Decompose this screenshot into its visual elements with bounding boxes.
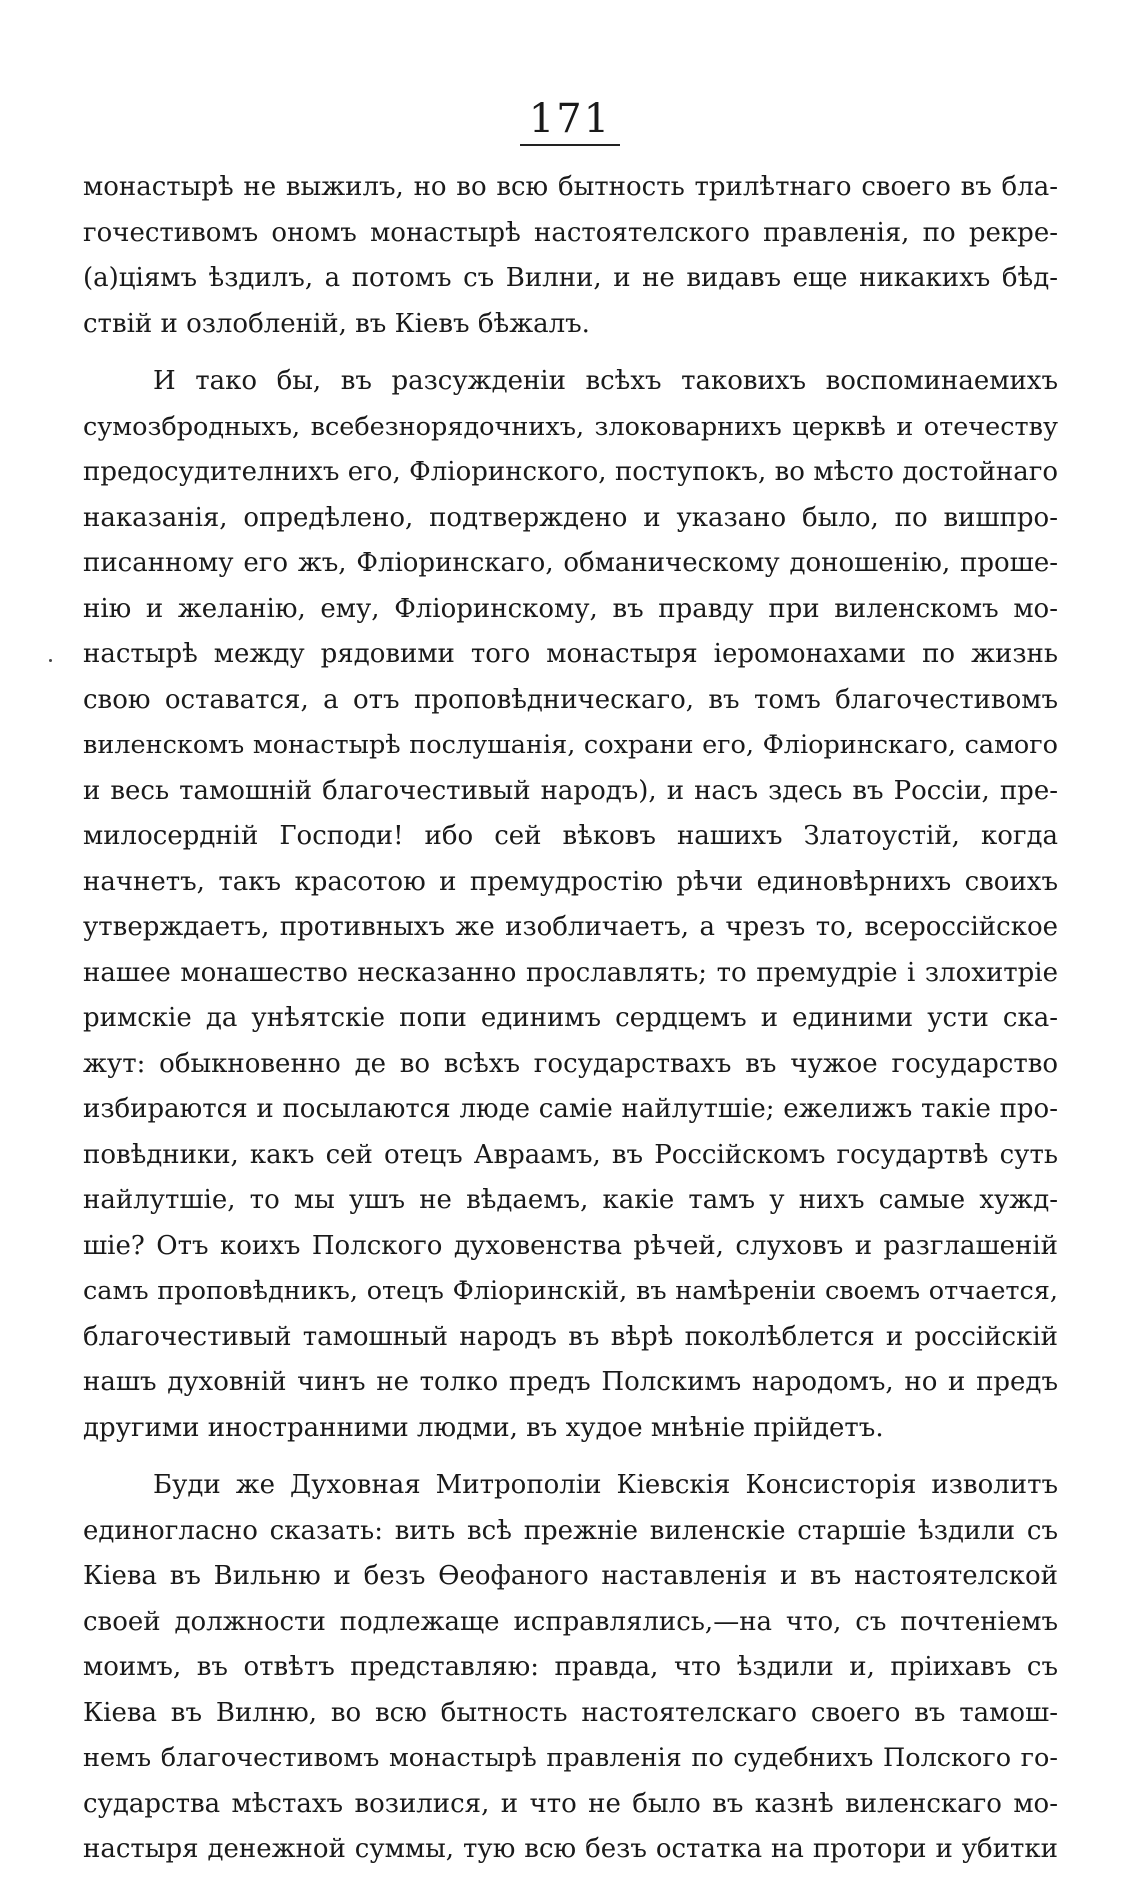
paragraph-3 <box>83 1463 1058 1873</box>
text-line: немъ благочестивомъ монастырѣ правленія по судебнихъ Полского го- <box>83 1743 1058 1773</box>
text-line: самъ проповѣдникъ, отецъ Фліоринскій, въ намѣреніи своемъ отчается, <box>83 1276 1058 1306</box>
text-line: свою оставатся, а отъ проповѣдническаго, въ томъ благочестивомъ <box>83 684 1058 715</box>
text-line: нію и желанію, ему, Фліоринскому, въ правду при виленскомъ мо- <box>83 593 1058 624</box>
text-line: (а)ціямъ ѣздилъ, а потомъ съ Вилни, и не видавъ еще никакихъ бѣд- <box>83 263 1058 293</box>
text-line: сударства мѣстахъ возилися, и что не было въ казнѣ виленскаго мо- <box>83 1788 1058 1819</box>
page-number: 171 <box>528 96 612 142</box>
text-line: избираются и посылаются люде саміе найлутшіе; ежелижъ такіе про- <box>83 1094 1058 1124</box>
body-text <box>83 165 1058 1873</box>
text-line: писанному его жъ, Фліоринскаго, обманическому доношенію, проше- <box>83 548 1058 578</box>
page-number-underline <box>520 144 620 146</box>
text-line: Кіева въ Вилню, во всю бытность настоятелскаго своего въ тамош- <box>83 1697 1058 1728</box>
text-line: милосердній Господи! ибо сей вѣковъ нашихъ Златоустій, когда <box>83 821 1058 851</box>
text-line: римскіе да унѣятскіе попи единимъ сердцемъ и единими усти ска- <box>83 1003 1058 1033</box>
text-line: настырѣ между рядовими того монастыря іеромонахами по жизнь <box>83 639 1058 669</box>
paragraph-1 <box>83 165 1058 347</box>
text-line: нашее монашество несказанно прославлять; то премудріе і злохитріе <box>83 957 1058 988</box>
text-line: своей должности подлежаще исправлялись,—на что, съ почтеніемъ <box>83 1606 1058 1637</box>
text-line: ствій и озлобленій, въ Кіевъ бѣжалъ. <box>83 308 590 339</box>
text-line: монастырѣ не выжилъ, но во всю бытность трилѣтнаго своего въ бла- <box>83 172 1058 202</box>
text-line: нашъ духовній чинъ не толко предъ Полскимъ народомъ, но и предъ <box>83 1367 1058 1397</box>
text-line: настыря денежной суммы, тую всю безъ остатка на протори и убитки <box>83 1834 1058 1864</box>
text-line: и весь тамошній благочестивый народъ), и насъ здесь въ Россіи, пре- <box>83 775 1058 806</box>
text-line: Буди же Духовная Митрополіи Кіевскія Консисторія изволитъ <box>153 1470 1058 1500</box>
text-line: моимъ, въ отвѣтъ представляю: правда, что ѣздили и, пріихавъ съ <box>83 1652 1058 1682</box>
text-line: сумозбродныхъ, всебезнорядочнихъ, злоковарнихъ церквѣ и отечеству <box>83 411 1058 442</box>
text-line: гочестивомъ ономъ монастырѣ настоятелского правленія, по рекре- <box>83 217 1058 248</box>
text-line: предосудителнихъ его, Фліоринского, поступокъ, во мѣсто достойнаго <box>83 457 1058 487</box>
text-line: единогласно сказать: вить всѣ прежніе виленскіе старшіе ѣздили съ <box>83 1515 1058 1546</box>
text-line: найлутшіе, то мы ушъ не вѣдаемъ, какіе тамъ у нихъ самые хужд- <box>83 1185 1058 1215</box>
text-line: Кіева въ Вильню и безъ Ѳеофаного наставленія и въ настоятелской <box>83 1561 1058 1591</box>
text-line: повѣдники, какъ сей отецъ Авраамъ, въ Россійскомъ государтвѣ суть <box>83 1139 1058 1170</box>
text-line: начнетъ, такъ красотою и премудростію рѣчи единовѣрнихъ своихъ <box>83 866 1058 897</box>
text-line: благочестивый тамошный народъ въ вѣрѣ поколѣблется и россійскій <box>83 1321 1058 1352</box>
margin-speck <box>49 659 52 662</box>
text-line: шіе? Отъ коихъ Полского духовенства рѣчей, слуховъ и разглашеній <box>83 1230 1058 1261</box>
text-line: И тако бы, въ разсужденіи всѣхъ таковихъ воспоминаемихъ <box>153 366 1058 396</box>
text-line: наказанія, опредѣлено, подтверждено и указано было, по вишпро- <box>83 502 1058 533</box>
text-line: жут: обыкновенно де во всѣхъ государствахъ въ чужое государство <box>83 1048 1058 1079</box>
text-line: другими иностранними людми, въ худое мнѣніе прійдетъ. <box>83 1412 884 1443</box>
paragraph-2 <box>83 359 1058 1451</box>
text-line: виленскомъ монастырѣ послушанія, сохрани его, Фліоринскаго, самого <box>83 730 1058 760</box>
text-line: утверждаетъ, противныхъ же изобличаетъ, а чрезъ то, всероссійское <box>83 912 1058 942</box>
